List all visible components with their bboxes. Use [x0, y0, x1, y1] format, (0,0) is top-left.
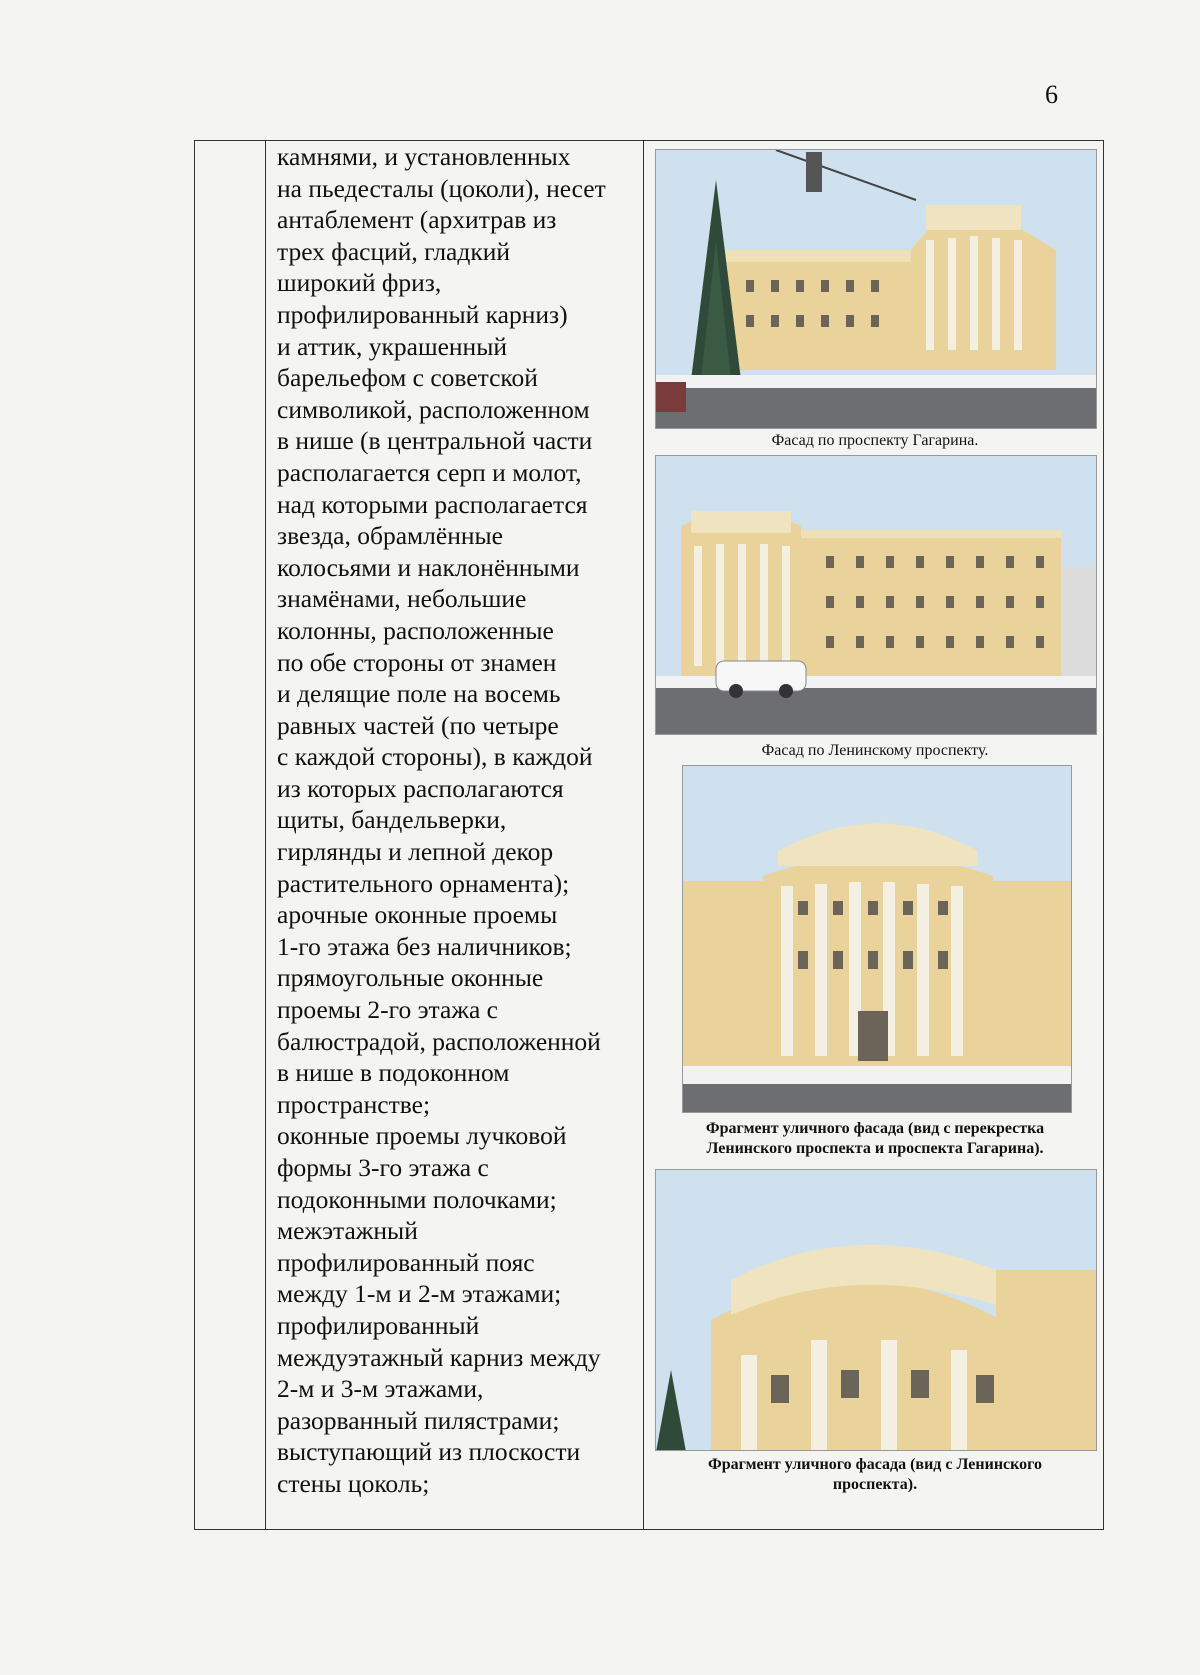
text-line: на пьедесталы (цоколи), несет: [277, 173, 606, 203]
photo-facade-gagarin: [655, 149, 1097, 429]
photo-facade-rotunda: [655, 1169, 1097, 1451]
caption-photo3-line1: Фрагмент уличного фасада (вид с перекрестка: [705, 1120, 1045, 1137]
text-line: камнями, и установленных: [277, 142, 571, 171]
text-line: проемы 2-го этажа с: [277, 995, 498, 1025]
table-divider-right: [643, 141, 644, 1529]
text-line: колосьями и наклонёнными: [277, 552, 580, 582]
text-line: гирлянды и лепной декор: [277, 837, 554, 867]
text-line: арочные оконные проемы: [277, 900, 558, 930]
caption-photo2: Фасад по Ленинскому проспекту.: [761, 742, 989, 759]
text-line: оконные проемы лучковой: [277, 1121, 567, 1151]
photo-facade-crossroads: [682, 765, 1072, 1113]
text-line: стены цоколь;: [277, 1468, 430, 1498]
photo-facade-leninsky: [655, 455, 1097, 735]
caption-photo3: [655, 1119, 1095, 1159]
document-table: [194, 140, 1104, 1530]
text-line: барельефом с советской: [277, 363, 538, 393]
text-line: равных частей (по четыре: [277, 710, 559, 740]
text-line: пространстве;: [277, 1089, 431, 1119]
text-line: звезда, обрамлённые: [277, 521, 503, 551]
text-line: располагается серп и молот,: [277, 457, 582, 487]
text-line: антаблемент (архитрав из: [277, 205, 557, 235]
text-line: и делящие поле на восемь: [277, 679, 561, 709]
page-number: 6: [1045, 80, 1058, 109]
text-line: подоконными полочками;: [277, 1184, 557, 1214]
text-line: колонны, расположенные: [277, 615, 554, 645]
text-line: трех фасций, гладкий: [277, 236, 511, 266]
caption-photo4-line1: Фрагмент уличного фасада (вид с Ленинского: [707, 1456, 1043, 1473]
text-line: межэтажный: [277, 1216, 418, 1246]
text-line: символикой, расположенном: [277, 394, 590, 424]
text-line: над которыми располагается: [277, 489, 588, 519]
text-line: 2-м и 3-м этажами,: [277, 1374, 484, 1404]
text-line: разорванный пилястрами;: [277, 1405, 560, 1435]
text-line: между 1-м и 2-м этажами;: [277, 1279, 562, 1309]
text-line: профилированный карниз): [277, 299, 568, 329]
text-line: междуэтажный карниз между: [277, 1342, 601, 1372]
text-line: щиты, бандельверки,: [277, 805, 507, 835]
text-line: широкий фриз,: [277, 268, 442, 298]
text-line: профилированный: [277, 1310, 480, 1340]
text-line: с каждой стороны), в каждой: [277, 742, 593, 772]
text-line: формы 3-го этажа с: [277, 1153, 489, 1182]
caption-photo4: [655, 1455, 1095, 1495]
text-line: из которых располагаются: [277, 773, 564, 803]
text-line: знамёнами, небольшие: [277, 584, 527, 614]
text-line: 1-го этажа без наличников;: [277, 931, 572, 961]
text-line: прямоугольные оконные: [277, 963, 544, 993]
text-line: профилированный пояс: [277, 1247, 535, 1277]
description-text: [277, 141, 637, 1500]
text-line: в нише в подоконном: [277, 1058, 510, 1088]
text-line: по обе стороны от знамен: [277, 647, 557, 677]
text-line: и аттик, украшенный: [277, 331, 507, 361]
text-line: выступающий из плоскости: [277, 1437, 581, 1467]
text-line: в нише (в центральной части: [277, 426, 593, 456]
text-line: растительного орнамента);: [277, 868, 570, 898]
caption-photo1: Фасад по проспекту Гагарина.: [771, 432, 979, 449]
caption-photo4-line2: проспекта).: [832, 1476, 918, 1493]
caption-photo3-line2: Ленинского проспекта и проспекта Гагарина).: [706, 1140, 1044, 1157]
text-line: балюстрадой, расположенной: [277, 1026, 601, 1056]
table-divider-left: [265, 141, 266, 1529]
